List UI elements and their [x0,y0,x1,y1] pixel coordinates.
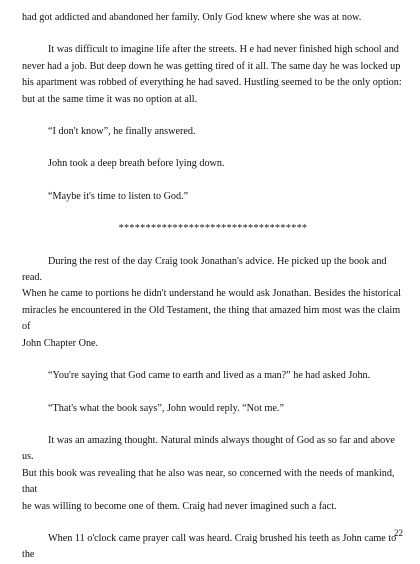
paragraph: It was an amazing thought. Natural minds always thought of God as so far and above us. But this book was revealing that he also was near, so concerned with the needs of mankind, that he was willing to become one of them. Craig had never imagined such a fact. [22,434,395,512]
paragraph: It was difficult to imagine life after the streets. H e had never finished high school and never had a job. But deep down he was getting tired of it all. The same day he was locked up his apartment was robbed of everything he had saved. Hustling seemed to be the only option: but at the same time it was no option at all. [22,44,402,105]
body-text [22,10,404,564]
paragraph: “That's what the book says”, John would reply. “Not me.” [48,402,284,414]
section-separator: *********************************** [118,223,308,235]
paragraph: John took a deep breath before lying down. [48,158,225,170]
paragraph: When 11 o'clock came prayer call was heard. Craig brushed his teeth as John came to the [22,532,397,561]
paragraph: had got addicted and abandoned her family. Only God knew where she was at now. [22,12,362,23]
paragraph: “You're saying that God came to earth and lived as a man?” he had asked John. [48,370,371,382]
paragraph: “Maybe it's time to listen to God.” [48,190,189,202]
page-number: 22 [394,528,403,538]
paragraph: During the rest of the day Craig took Jonathan's advice. He picked up the book and read. When he came to portions he didn't understand he would ask Jonathan. Besides the historical miracles he encountered in the Old Testament, the thing that amazed him most was the claim of John Chapter One. [22,255,401,349]
paragraph: “I don't know”, he finally answered. [48,126,196,138]
